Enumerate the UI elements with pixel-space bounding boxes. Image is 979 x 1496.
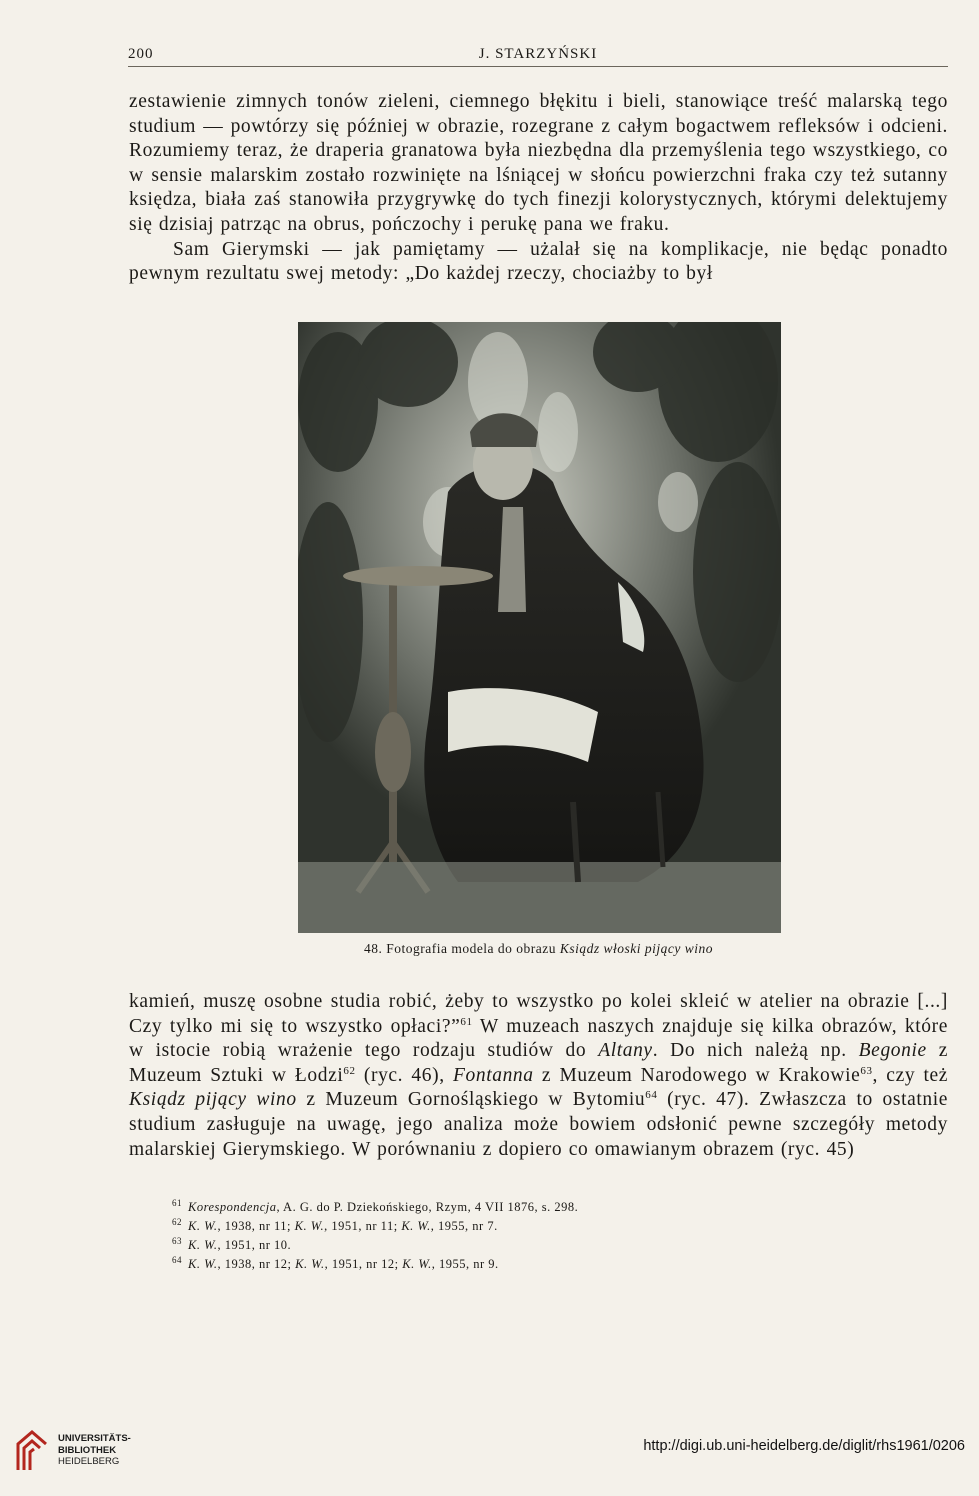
footnote-italic: K. W. [402, 1257, 432, 1271]
footnote-number: 64 [172, 1255, 182, 1265]
footnote-text: , 1951, nr 10. [217, 1238, 292, 1252]
footnote-ref-62[interactable]: 62 [343, 1064, 356, 1077]
text-run: W muzeach naszych znajduje się kilka obrazów, które w istocie robią wrażenie tego rodzaju studiów do [129, 1015, 948, 1062]
footnote-italic: K. W. [188, 1238, 218, 1252]
page-header [128, 44, 948, 67]
title-fontanna: Fontanna [453, 1064, 534, 1086]
footnote-ref-63[interactable]: 63 [860, 1064, 873, 1077]
text-run: kamień, muszę osobne studia robić, żeby to wszystko po kolei skleić w atelier na obrazie [...] Czy tylko mi się to wszystko opłaci?” [129, 991, 948, 1037]
footnote-text: , A. G. do P. Dziekońskiego, Rzym, 4 VII 1876, s. 298. [276, 1200, 579, 1214]
footnotes [172, 1198, 872, 1274]
library-name [58, 1433, 131, 1468]
title-begonie: Begonie [858, 1040, 927, 1062]
library-name-line2: BIBLIOTHEK [58, 1444, 117, 1456]
footnote-italic: K. W. [401, 1219, 431, 1233]
page-number: 200 [128, 46, 154, 62]
footnote-text: , 1955, nr 9. [431, 1257, 499, 1271]
running-head: J. STARZYŃSKI [478, 46, 598, 62]
footnote-italic: K. W. [188, 1219, 218, 1233]
footnote-ref-61[interactable]: 61 [460, 1015, 473, 1028]
title-altany: Altany [598, 1040, 653, 1062]
footnote-text: , 1951, nr 11; [324, 1219, 402, 1233]
footnote-61 [172, 1198, 872, 1217]
text-run: , czy też [872, 1064, 948, 1086]
footnote-italic: K. W. [188, 1257, 218, 1271]
footnote-italic: Korespondencja [188, 1200, 277, 1214]
footnote-italic: K. W. [294, 1219, 325, 1233]
library-name-line1: UNIVERSITÄTS- [58, 1433, 131, 1444]
footnote-italic: K. W. [295, 1257, 325, 1271]
text-run: z Muzeum Gornośląskiego w Bytomiu [296, 1089, 646, 1111]
title-ksiadz-pijacy-wino: Ksiądz pijący wino [129, 1089, 297, 1111]
footnote-number: 63 [172, 1236, 182, 1246]
footnote-text: , 1938, nr 11; [217, 1219, 295, 1233]
footnote-62 [172, 1217, 872, 1236]
text-run: (ryc. 46), [355, 1064, 453, 1086]
source-url-link[interactable]: http://digi.ub.uni-heidelberg.de/diglit/rhs1961/0206 [643, 1438, 965, 1454]
figure-caption [129, 941, 948, 957]
photograph-model-image [298, 322, 781, 933]
body-text-top [129, 90, 948, 287]
body-text-bottom [129, 990, 948, 1162]
library-mark-icon [14, 1430, 50, 1474]
footnote-text: , 1951, nr 12; [324, 1257, 403, 1271]
paragraph-3 [129, 990, 948, 1162]
footnote-63 [172, 1236, 872, 1255]
text-run: z Muzeum Sztuki w Łodzi [129, 1040, 949, 1086]
footnote-text: , 1938, nr 12; [217, 1257, 296, 1271]
text-run: z Muzeum Narodowego w Krakowie [533, 1064, 861, 1086]
footnote-text: , 1955, nr 7. [430, 1219, 498, 1233]
footnote-number: 61 [172, 1198, 182, 1208]
footnote-64 [172, 1255, 872, 1274]
footnote-number: 62 [172, 1217, 182, 1227]
text-run: . Do nich należą np. [652, 1040, 859, 1062]
caption-prefix: 48. Fotografia modela do obrazu [363, 941, 560, 956]
library-name-line3: HEIDELBERG [58, 1456, 120, 1467]
library-logo[interactable] [14, 1430, 184, 1476]
figure-photograph [298, 322, 781, 933]
paragraph-2: Sam Gierymski — jak pamiętamy — użalał się na komplikacje, nie będąc ponadto pewnym rezultatu swej metody: „Do każdej rzeczy, chociażby to był [129, 238, 948, 285]
text-run: (ryc. 47). Zwłaszcza to ostatnie studium zasługuje na uwagę, jego analiza może bowiem odsłonić pewne szczegóły metody malarskiej Gierymskiego. W porównaniu z dopiero co omawianym obrazem (ryc. 45) [129, 1089, 948, 1160]
caption-title: Ksiądz włoski pijący wino [559, 941, 714, 956]
paragraph-1: zestawienie zimnych tonów zieleni, ciemnego błękitu i bieli, stanowiące treść malarską tego studium — powtórzy się później w obrazie, rozegrane z całym bogactwem refleksów i odcieni. Rozumiemy teraz, że draperia granatowa była niezbędna dla przemyślenia tego wszystkiego, co w sensie malarskim zostało rozwinięte na lśniącej w słońcu powierzchni fraka czy też sutanny księdza, biała zaś stanowiła przygrywkę do tych finezji kolorystycznych, którymi delektujemy się dzisiaj patrząc na obrus, pończochy i perukę pana we fraku. [129, 91, 948, 235]
footnote-ref-64[interactable]: 64 [645, 1089, 658, 1102]
